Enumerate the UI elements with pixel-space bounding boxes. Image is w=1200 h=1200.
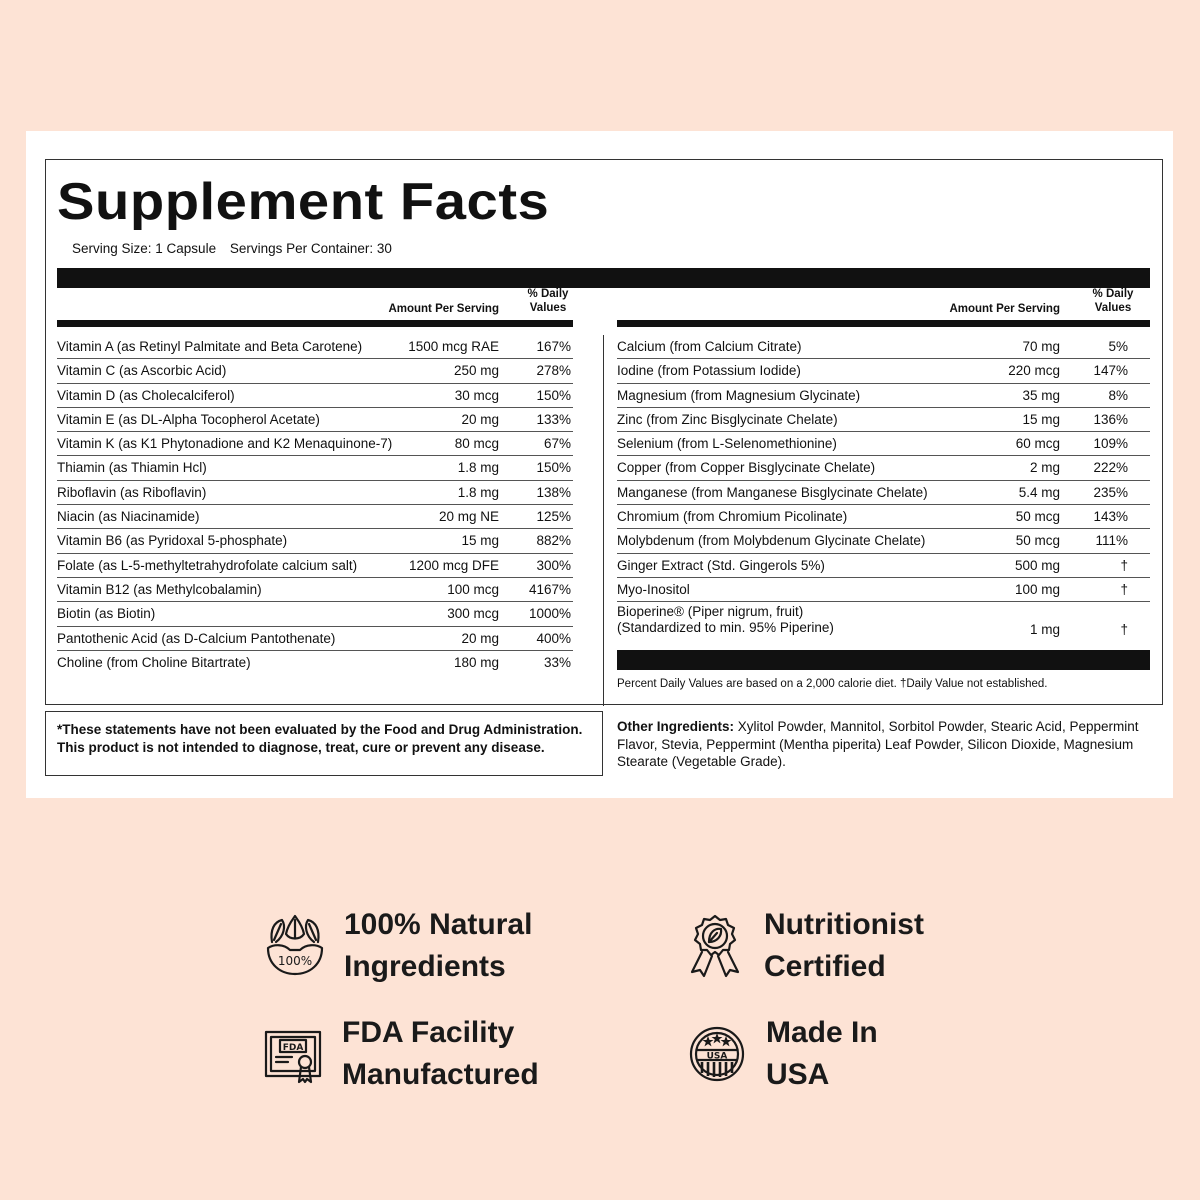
nutrient-amount: 15 mg xyxy=(1022,411,1060,427)
nutrient-daily-value: 147% xyxy=(1093,363,1128,379)
nutrient-amount: 100 mcg xyxy=(447,581,499,597)
nutrient-daily-value: 4167% xyxy=(528,581,571,597)
nutrient-row xyxy=(617,578,1150,602)
column-rule xyxy=(57,320,573,327)
nutrient-daily-value: 111% xyxy=(1095,533,1128,549)
nutrient-row xyxy=(617,481,1150,505)
badge-label: Made In USA xyxy=(766,1016,878,1091)
serving-size: Serving Size: 1 Capsule xyxy=(72,241,217,256)
other-ingredients xyxy=(617,718,1147,771)
nutrient-row xyxy=(617,554,1150,578)
badge-natural xyxy=(264,904,532,988)
nutrient-amount: 30 mcg xyxy=(454,387,499,403)
nutrient-name: Vitamin D (as Cholecalciferol) xyxy=(57,387,235,403)
nutrient-row xyxy=(617,335,1150,359)
usa-seal-icon xyxy=(686,1020,748,1088)
left-column-header xyxy=(57,288,573,320)
nutrient-row xyxy=(617,505,1150,529)
other-ingredients-text: Xylitol Powder, Mannitol, Sorbitol Powder, Stearic Acid, Peppermint Flavor, Stevia, Peppermint (Mentha piperita) Leaf Powder, Silicon Dioxide, Magnesium Stearate (Vegetable Grade). xyxy=(617,719,1139,769)
left-nutrient-column xyxy=(57,288,573,675)
nutrient-daily-value: 300% xyxy=(536,557,571,573)
nutrient-daily-value: † xyxy=(1120,581,1128,597)
svg-text:100%: 100% xyxy=(277,954,313,968)
nutrient-name: Niacin (as Niacinamide) xyxy=(57,509,200,525)
nutrient-daily-value: 133% xyxy=(536,411,571,427)
page-title: Supplement Facts xyxy=(57,173,550,231)
other-ingredients-label: Other Ingredients: xyxy=(617,719,735,734)
nutrient-name: Pantothenic Acid (as D-Calcium Pantothenate) xyxy=(57,630,336,646)
right-rows xyxy=(617,327,1150,644)
nutrient-name: Vitamin K (as K1 Phytonadione and K2 Menaquinone-7) xyxy=(57,436,393,452)
footer-rule xyxy=(617,650,1150,670)
nutrient-amount: 220 mcg xyxy=(1008,363,1060,379)
nutrient-row xyxy=(617,384,1150,408)
natural-leaf-icon xyxy=(264,912,326,980)
nutrient-amount: 2 mg xyxy=(1029,460,1060,476)
nutrient-name: Vitamin A (as Retinyl Palmitate and Beta Carotene) xyxy=(57,339,363,354)
nutrient-daily-value: 222% xyxy=(1093,460,1128,476)
badge-nutritionist xyxy=(684,904,924,988)
right-nutrient-column xyxy=(617,288,1150,644)
nutrient-name: Manganese (from Manganese Bisglycinate Chelate) xyxy=(617,484,928,500)
nutrient-name: Riboflavin (as Riboflavin) xyxy=(57,484,207,500)
nutrient-amount: 1500 mcg RAE xyxy=(408,339,499,354)
nutrient-amount: 100 mg xyxy=(1014,581,1060,597)
nutrient-name: Vitamin B12 (as Methylcobalamin) xyxy=(57,581,262,597)
nutrient-name: Myo-Inositol xyxy=(617,581,690,597)
nutrient-name: Iodine (from Potassium Iodide) xyxy=(617,363,801,379)
nutrient-amount: 20 mg xyxy=(461,630,499,646)
nutrient-daily-value: 125% xyxy=(536,509,571,525)
nutrient-amount: 50 mcg xyxy=(1015,509,1060,525)
nutrient-amount: 1.8 mg xyxy=(457,460,499,476)
nutrient-name: Selenium (from L-Selenomethionine) xyxy=(617,436,837,452)
nutrient-amount: 15 mg xyxy=(461,533,499,549)
nutrient-amount: 1.8 mg xyxy=(457,484,499,500)
nutrient-amount: 250 mg xyxy=(453,363,499,379)
nutrient-daily-value: 882% xyxy=(536,533,571,549)
nutrient-row xyxy=(57,359,573,383)
nutrient-amount: 70 mg xyxy=(1022,339,1060,354)
certified-ribbon-icon xyxy=(684,912,746,980)
nutrient-name: Calcium (from Calcium Citrate) xyxy=(617,339,802,354)
nutrient-daily-value: 109% xyxy=(1093,436,1128,452)
column-divider xyxy=(603,335,604,706)
nutrient-daily-value: † xyxy=(1120,622,1128,638)
nutrient-row xyxy=(57,651,573,675)
nutrient-name: Chromium (from Chromium Picolinate) xyxy=(617,509,848,525)
fda-disclaimer: *These statements have not been evaluated by the Food and Drug Administration. This product is not intended to diagnose, treat, cure or prevent any disease. xyxy=(45,711,603,776)
nutrient-daily-value: 1000% xyxy=(528,606,571,622)
nutrient-row xyxy=(617,529,1150,553)
nutrient-daily-value: 278% xyxy=(536,363,571,379)
nutrient-row xyxy=(57,432,573,456)
nutrient-name: Copper (from Copper Bisglycinate Chelate) xyxy=(617,460,876,476)
badge-label: 100% Natural Ingredients xyxy=(344,908,533,983)
nutrient-amount: 1200 mcg DFE xyxy=(408,557,499,573)
nutrient-amount: 35 mg xyxy=(1022,387,1060,403)
nutrient-row xyxy=(617,408,1150,432)
nutrient-row xyxy=(57,627,573,651)
daily-value-footnote: Percent Daily Values are based on a 2,000 calorie diet. †Daily Value not established. xyxy=(617,678,1048,690)
svg-text:FDA: FDA xyxy=(282,1043,304,1053)
serving-info xyxy=(72,241,392,256)
column-rule xyxy=(617,320,1150,327)
nutrient-daily-value: 136% xyxy=(1093,411,1128,427)
amount-header: Amount Per Serving xyxy=(949,303,1060,315)
header-rule xyxy=(57,268,1150,288)
nutrient-amount: 1 mg xyxy=(1029,622,1060,638)
badge-label: FDA Facility Manufactured xyxy=(342,1016,539,1091)
right-column-header xyxy=(617,288,1150,320)
nutrient-row xyxy=(57,384,573,408)
nutrient-row xyxy=(57,408,573,432)
nutrient-daily-value: 400% xyxy=(536,630,571,646)
nutrient-name: Molybdenum (from Molybdenum Glycinate Chelate) xyxy=(617,533,926,549)
daily-value-header: % Daily Values xyxy=(527,288,569,314)
nutrient-row xyxy=(57,578,573,602)
nutrient-amount: 5.4 mg xyxy=(1018,484,1060,500)
badge-made-in-usa xyxy=(686,1012,878,1096)
daily-value-header: % Daily Values xyxy=(1092,288,1134,314)
nutrient-row xyxy=(617,456,1150,480)
nutrient-name: Zinc (from Zinc Bisglycinate Chelate) xyxy=(617,411,838,427)
nutrient-amount: 80 mcg xyxy=(454,436,499,452)
nutrient-row xyxy=(617,602,1150,644)
nutrient-amount: 20 mg xyxy=(461,411,499,427)
nutrient-amount: 20 mg NE xyxy=(438,509,499,525)
nutrient-amount: 50 mcg xyxy=(1015,533,1060,549)
nutrient-amount: 500 mg xyxy=(1014,557,1060,573)
nutrient-daily-value: 8% xyxy=(1108,387,1128,403)
nutrient-daily-value: 143% xyxy=(1093,509,1128,525)
nutrient-daily-value: 33% xyxy=(543,654,571,670)
nutrient-row xyxy=(57,554,573,578)
supplement-facts-panel xyxy=(45,159,1163,705)
nutrient-name: Bioperine® (Piper nigrum, fruit) (Standardized to min. 95% Piperine) xyxy=(617,604,834,636)
nutrient-name: Magnesium (from Magnesium Glycinate) xyxy=(617,387,861,403)
nutrient-name: Biotin (as Biotin) xyxy=(57,606,156,622)
badge-label: Nutritionist Certified xyxy=(764,908,924,983)
nutrient-daily-value: 150% xyxy=(536,460,571,476)
nutrient-daily-value: 167% xyxy=(536,339,571,354)
nutrient-row xyxy=(57,529,573,553)
nutrient-name: Ginger Extract (Std. Gingerols 5%) xyxy=(617,557,825,573)
nutrient-row xyxy=(57,481,573,505)
left-rows xyxy=(57,327,573,675)
nutrient-row xyxy=(57,602,573,626)
nutrient-daily-value: † xyxy=(1120,557,1128,573)
servings-per-container: Servings Per Container: 30 xyxy=(229,241,392,256)
nutrient-daily-value: 67% xyxy=(543,436,571,452)
nutrient-row xyxy=(617,432,1150,456)
badge-fda xyxy=(262,1012,539,1096)
nutrient-amount: 300 mcg xyxy=(447,606,499,622)
nutrient-name: Choline (from Choline Bitartrate) xyxy=(57,654,251,670)
nutrient-name: Vitamin C (as Ascorbic Acid) xyxy=(57,363,227,379)
nutrient-row xyxy=(57,505,573,529)
nutrient-row xyxy=(617,359,1150,383)
nutrient-name: Vitamin E (as DL-Alpha Tocopherol Acetate) xyxy=(57,411,320,427)
nutrient-name: Folate (as L-5-methyltetrahydrofolate calcium salt) xyxy=(57,557,358,573)
nutrient-row xyxy=(57,335,573,359)
nutrient-name: Vitamin B6 (as Pyridoxal 5-phosphate) xyxy=(57,533,288,549)
nutrient-name: Thiamin (as Thiamin Hcl) xyxy=(57,460,207,476)
nutrient-daily-value: 138% xyxy=(536,484,571,500)
fda-certificate-icon xyxy=(262,1020,324,1088)
nutrient-row xyxy=(57,456,573,480)
nutrient-amount: 180 mg xyxy=(453,654,499,670)
amount-header: Amount Per Serving xyxy=(388,303,499,315)
nutrient-daily-value: 150% xyxy=(536,387,571,403)
svg-text:USA: USA xyxy=(706,1051,728,1062)
nutrient-daily-value: 5% xyxy=(1108,339,1128,354)
nutrient-daily-value: 235% xyxy=(1093,484,1128,500)
nutrient-amount: 60 mcg xyxy=(1015,436,1060,452)
